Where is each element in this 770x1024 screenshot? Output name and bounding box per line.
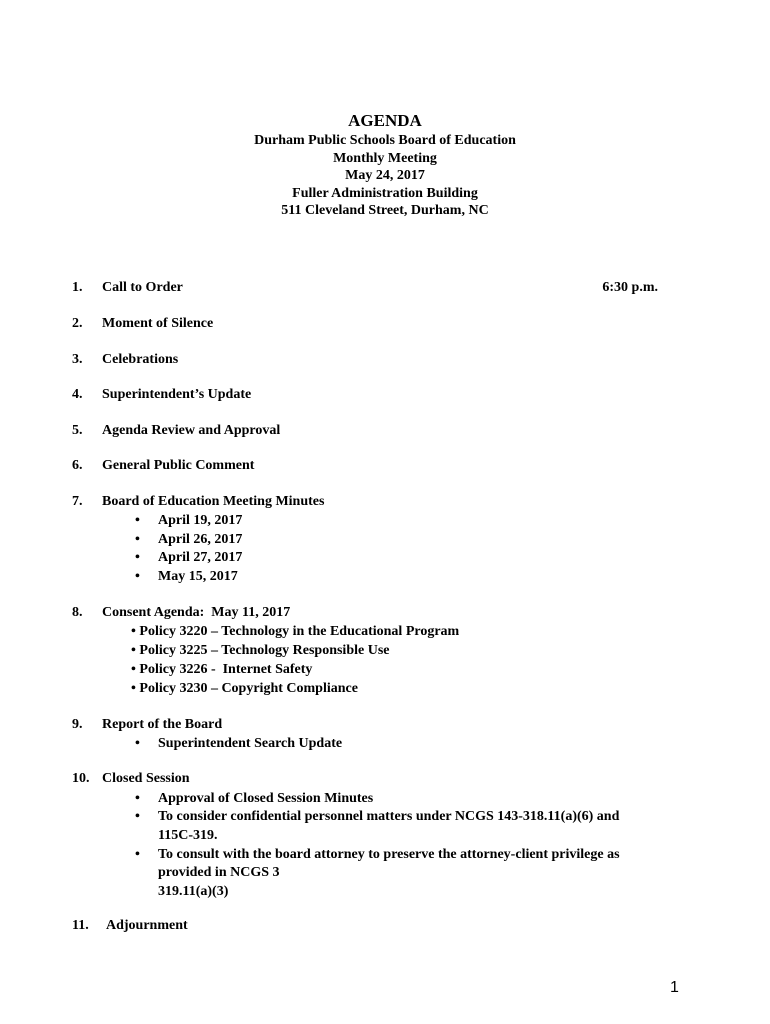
board-name: Durham Public Schools Board of Education: [254, 133, 516, 148]
bullet-icon: •: [135, 847, 140, 862]
bullet-text: To consider confidential personnel matters under NCGS 143-318.11(a)(6) and: [158, 809, 620, 824]
bullet-icon: •: [135, 532, 140, 547]
bullet-text: Approval of Closed Session Minutes: [158, 791, 374, 806]
bullet-text: April 26, 2017: [158, 532, 243, 547]
item-text: General Public Comment: [102, 458, 255, 473]
item-number: 1.: [72, 280, 83, 295]
item-number: 8.: [72, 605, 83, 620]
bullet-text: April 19, 2017: [158, 513, 243, 528]
bullet-text: April 27, 2017: [158, 550, 243, 565]
item-text: Moment of Silence: [102, 316, 214, 331]
item-text: Closed Session: [102, 771, 190, 786]
item-number: 7.: [72, 494, 83, 509]
item-text: Adjournment: [106, 918, 188, 933]
item-number: 6.: [72, 458, 83, 473]
bullet-text: 319.11(a)(3): [158, 884, 229, 899]
item-number: 3.: [72, 352, 83, 367]
meeting-date: May 24, 2017: [345, 168, 425, 183]
item-text: Agenda Review and Approval: [102, 423, 281, 438]
page-number: 1: [670, 979, 679, 996]
policy-item: • Policy 3230 – Copyright Compliance: [131, 681, 358, 696]
bullet-text: 115C-319.: [158, 828, 218, 843]
bullet-icon: •: [135, 791, 140, 806]
item-text: Celebrations: [102, 352, 179, 367]
item-number: 11.: [72, 918, 89, 933]
item-time: 6:30 p.m.: [602, 280, 658, 295]
agenda-subtitle: [0, 132, 770, 220]
bullet-text: Superintendent Search Update: [158, 736, 343, 751]
bullet-icon: •: [135, 809, 140, 824]
policy-item: • Policy 3220 – Technology in the Educational Program: [131, 624, 460, 639]
policy-item: • Policy 3225 – Technology Responsible Use: [131, 643, 390, 658]
item-number: 4.: [72, 387, 83, 402]
bullet-icon: •: [135, 550, 140, 565]
bullet-icon: •: [135, 736, 140, 751]
meeting-building: Fuller Administration Building: [292, 185, 478, 201]
item-text: Board of Education Meeting Minutes: [102, 494, 325, 509]
bullet-text: provided in NCGS 3: [158, 865, 280, 880]
bullet-text: May 15, 2017: [158, 569, 238, 584]
agenda-title: AGENDA: [348, 111, 422, 130]
bullet-icon: •: [135, 513, 140, 528]
item-text: Call to Order: [102, 280, 183, 295]
item-text: Superintendent’s Update: [102, 387, 252, 402]
policy-item: • Policy 3226 - Internet Safety: [131, 662, 313, 677]
meeting-type: Monthly Meeting: [333, 150, 437, 166]
item-number: 2.: [72, 316, 83, 331]
bullet-icon: •: [135, 569, 140, 584]
item-number: 10.: [72, 771, 90, 786]
meeting-address: 511 Cleveland Street, Durham, NC: [281, 203, 489, 218]
item-text: Consent Agenda: May 11, 2017: [102, 605, 291, 620]
bullet-text: To consult with the board attorney to preserve the attorney-client privilege as: [158, 847, 620, 862]
item-number: 5.: [72, 423, 83, 438]
item-number: 9.: [72, 717, 83, 732]
item-text: Report of the Board: [102, 717, 223, 732]
